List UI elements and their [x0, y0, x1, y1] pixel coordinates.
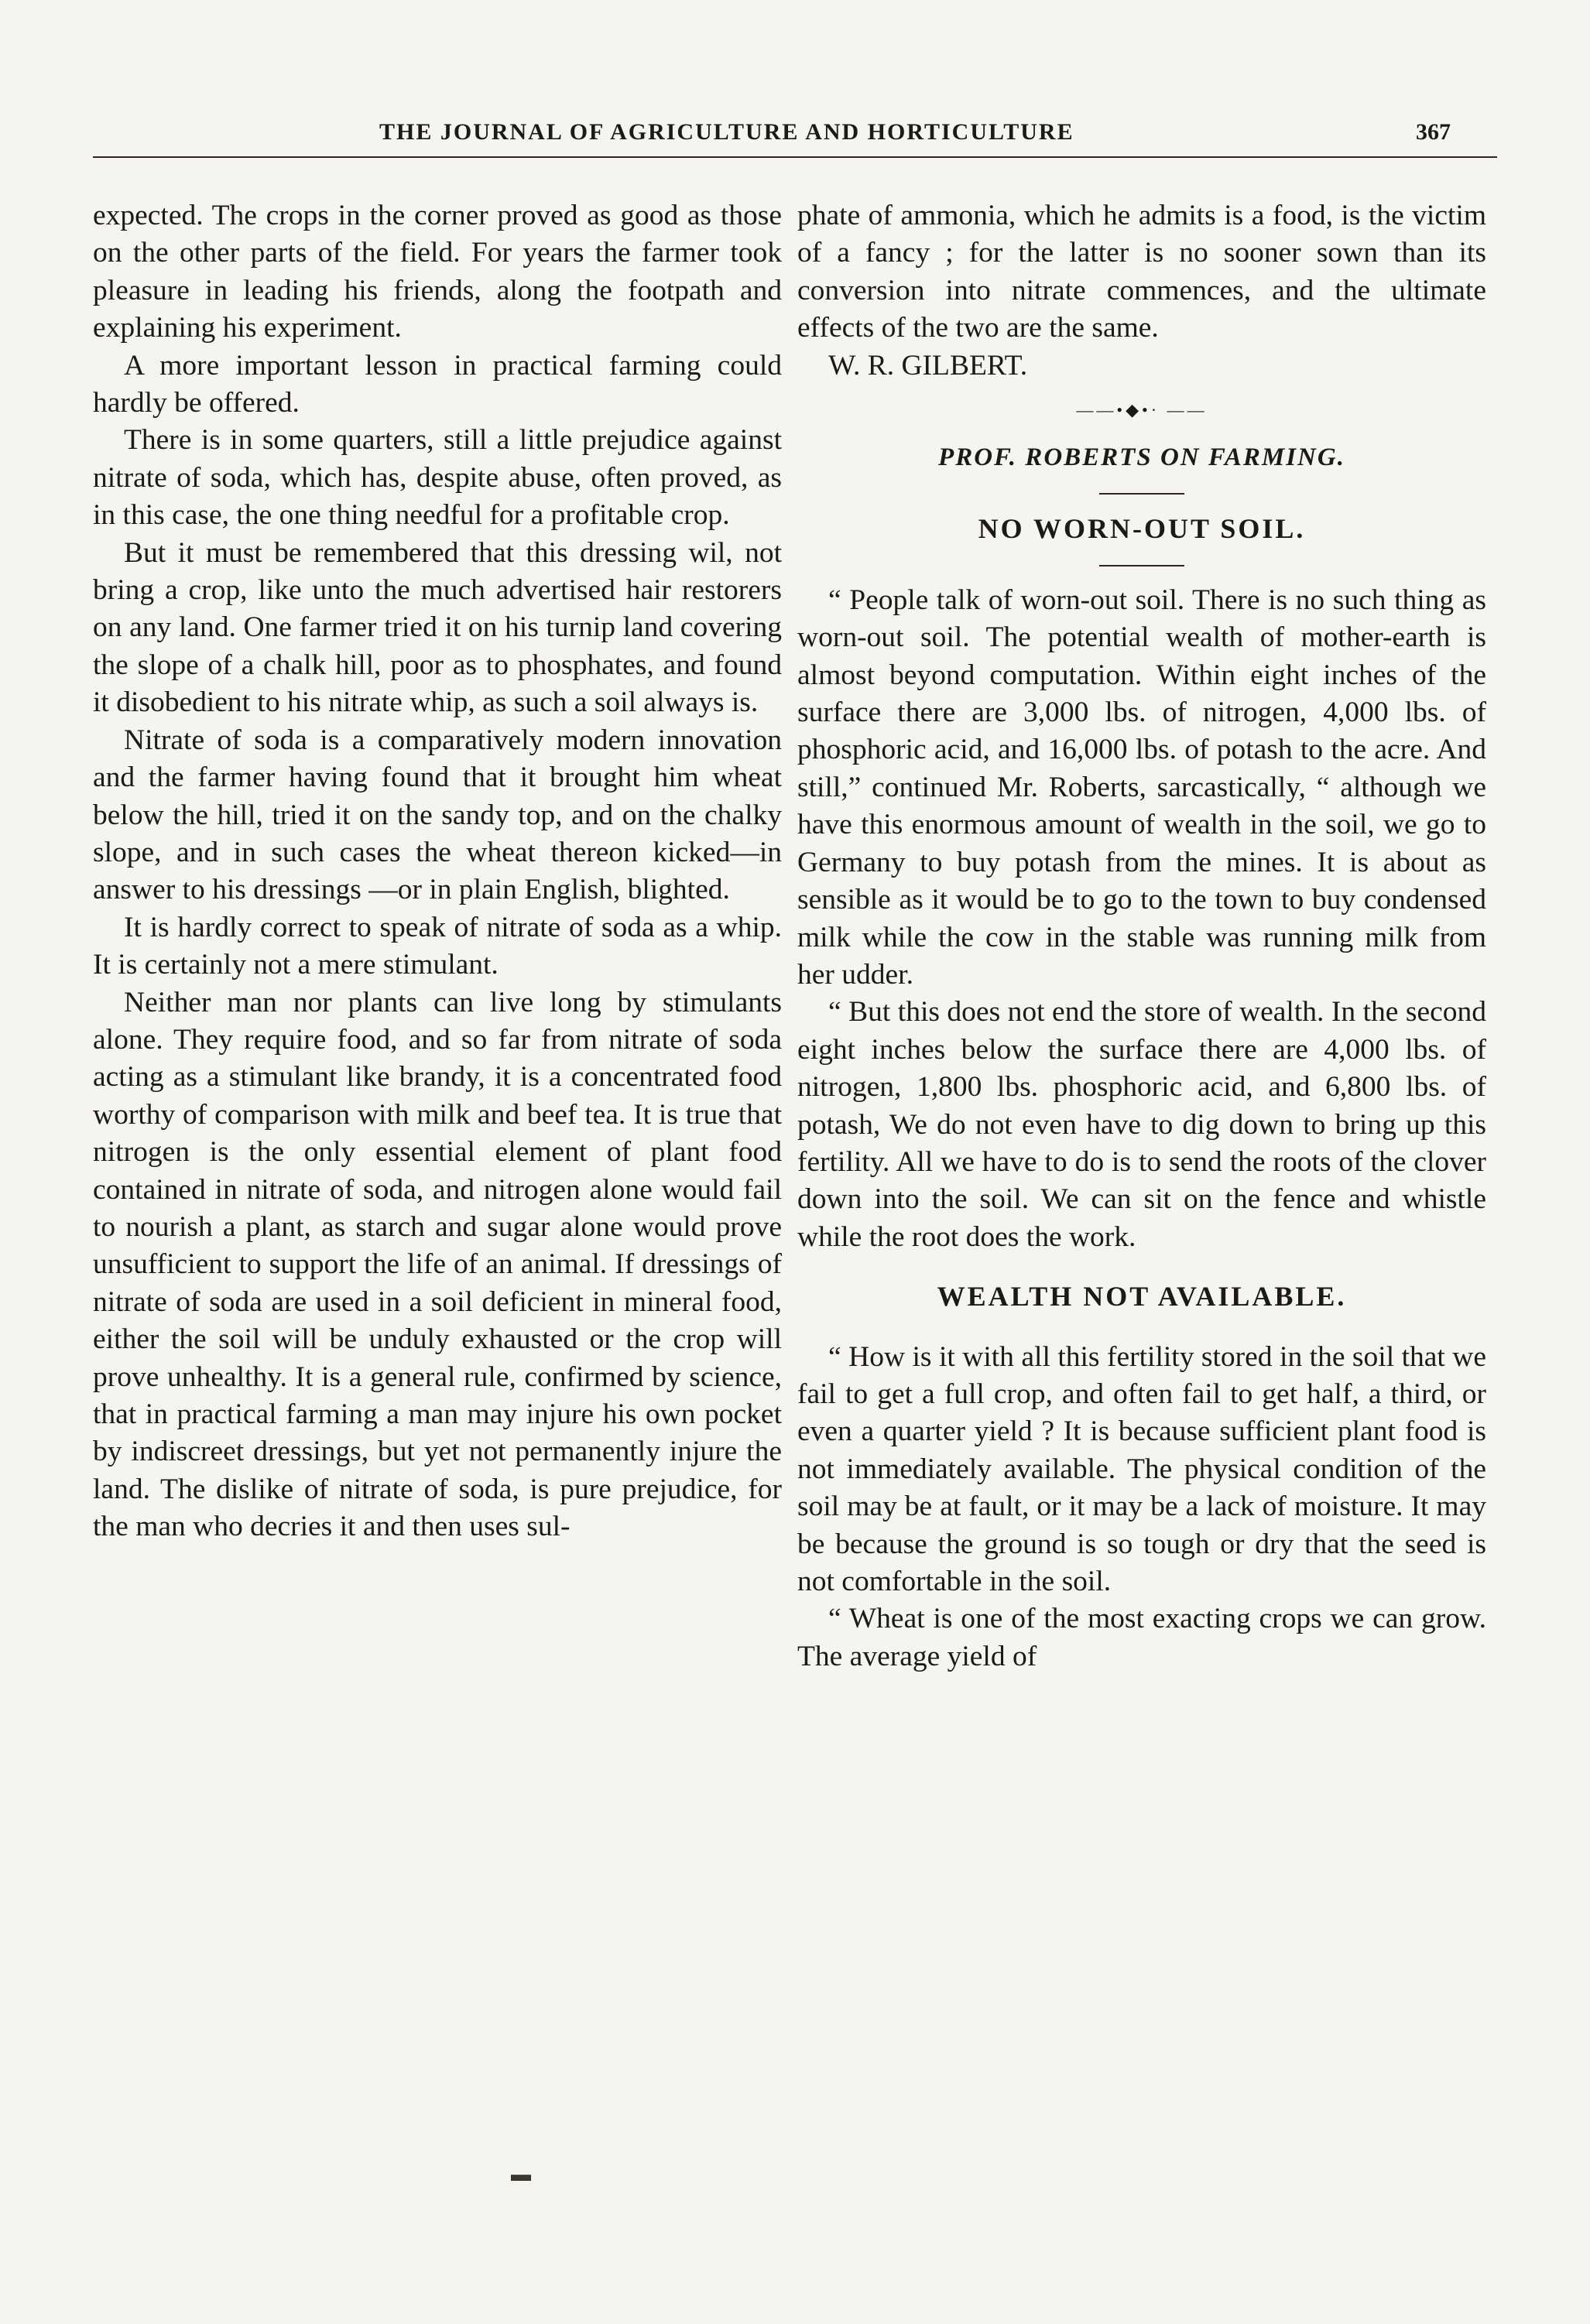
section-heading: NO WORN-OUT SOIL.: [978, 513, 1306, 545]
paragraph: Neither man nor plants can live long by stimulants alone. They require food, and so far from nitrate of soda acting as a stimulant like brandy, it is a concentrated food worthy of comparison with milk and beef tea. It is true that nitrogen is the only essential element of plant food contained in nitrate of soda, and nitrogen alone would fail to nourish a plant, as starch and sugar alone would prove unsufficient to support the life of an animal. If dressings of nitrate of soda are used in a soil deficient in mineral food, either the soil will be unduly exhausted or the crop will prove unhealthy. It is a general rule, confirmed by science, that in practical farming a man may injure his own pocket by indiscreet dressings, but yet not permanently injure the land. The dislike of nitrate of soda, is pure prejudice, for the man who decries it and then uses sul-: [93, 986, 782, 1543]
paragraph: There is in some quarters, still a little prejudice against nitrate of soda, which has, despite abuse, often proved, as in this case, the one thing needful for a profitable crop.: [93, 424, 782, 532]
divider: [1099, 565, 1184, 566]
paragraph: “ People talk of worn-out soil. There is no such thing as worn-out soil. The potential wealth of mother-earth is almost beyond computation. Within eight inches of the surface there are 3,000 lbs. of nitrogen, 4,000 lbs. of phosphoric acid, and 16,000 lbs. of potash to the acre. And still,” continued Mr. Roberts, sarcastically, “ although we have this enormous amount of wealth in the soil, we go to Germany to buy potash from the mines. It is about as sensible as it would be to go to the town to buy condensed milk while the cow in the stable was running milk from her udder.: [797, 584, 1486, 991]
ornamental-rule: ——•◆•· ——: [1076, 400, 1208, 420]
paragraph: “ But this does not end the store of wealth. In the second eight inches below the surface there are 4,000 lbs. of nitrogen, 1,800 lbs. phosphoric acid, and 6,800 lbs. of potash, We do not even have to dig down to bring up this fertility. All we have to do is to send the roots of the clover down into the soil. We can sit on the fence and whistle while the root does the work.: [797, 996, 1486, 1253]
author-signature: W. R. GILBERT.: [828, 349, 1028, 382]
paragraph: “ How is it with all this fertility stored in the soil that we fail to get a full crop, and often fail to get half, a third, or even a quarter yield ? It is because sufficient plant food is not immediately available. The physical condition of the soil may be at fault, or it may be a lack of moisture. It may be because the ground is so tough or dry that the seed is not comfortable in the soil.: [797, 1340, 1486, 1597]
paragraph: It is hardly correct to speak of nitrate of soda as a whip. It is certainly not a mere stimulant.: [93, 911, 782, 981]
paragraph: expected. The crops in the corner proved as good as those on the other parts of the field. For years the farmer took pleasure in leading his friends, along the footpath and explaining his experiment.: [93, 200, 782, 344]
running-head: [93, 116, 1497, 158]
divider: [1099, 493, 1184, 495]
ink-speck: ▬: [511, 2163, 531, 2185]
section-heading: WEALTH NOT AVAILABLE.: [937, 1281, 1347, 1313]
paragraph: A more important lesson in practical farming could hardly be offered.: [93, 349, 782, 419]
paragraph: But it must be remembered that this dressing wil, not bring a crop, like unto the much advertised hair restorers on any land. One farmer tried it on his turnip land covering the slope of a chalk hill, poor as to phosphates, and found it disobedient to his nitrate whip, as such a soil always is.: [93, 536, 782, 719]
paragraph: phate of ammonia, which he admits is a food, is the victim of a fancy ; for the latter is no sooner sown than its conversion into nitrate commences, and the ultimate effects of the two are the same.: [797, 200, 1486, 344]
paragraph: Nitrate of soda is a comparatively modern innovation and the farmer having found that it brought him wheat below the hill, tried it on the sandy top, and on the chalky slope, and in such cases the wheat thereon kicked—in answer to his dressings —or in plain English, blighted.: [93, 724, 782, 906]
left-column: [93, 197, 782, 1546]
page-number: 367: [1416, 119, 1451, 145]
article-title: PROF. ROBERTS ON FARMING.: [938, 443, 1345, 472]
right-column: [797, 197, 1486, 1675]
running-title: THE JOURNAL OF AGRICULTURE AND HORTICULTURE: [379, 119, 1074, 145]
paragraph: “ Wheat is one of the most exacting crops we can grow. The average yield of: [797, 1603, 1486, 1672]
